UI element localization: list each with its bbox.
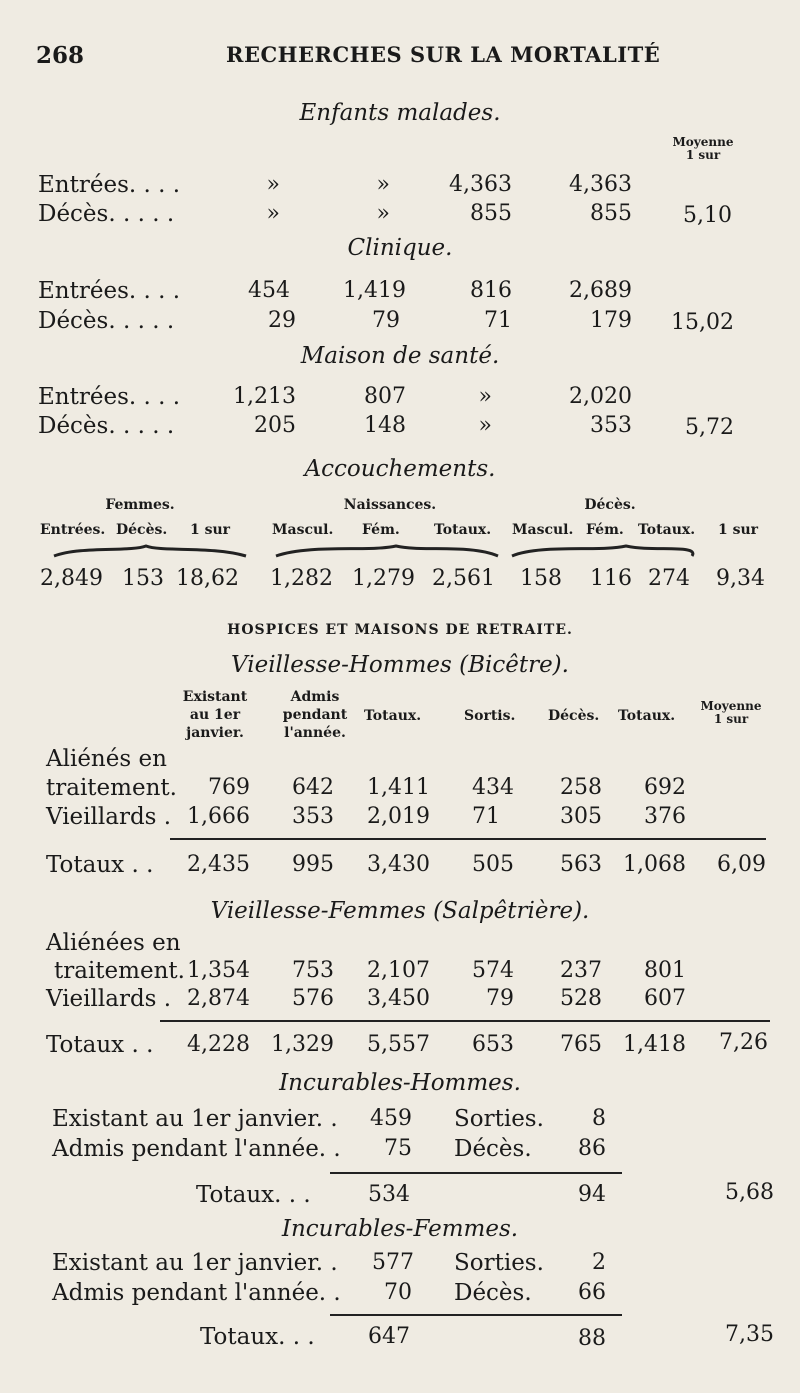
- group-label: Décès.: [584, 497, 636, 513]
- cell: 434: [472, 775, 514, 800]
- cell: 274: [648, 566, 690, 591]
- cell: 2,874: [187, 986, 250, 1011]
- cell: 70: [384, 1280, 412, 1305]
- cell: »: [478, 384, 492, 409]
- section-title-clinique: Clinique.: [347, 235, 453, 261]
- subhead: 1 sur: [718, 522, 759, 538]
- cell: 8: [592, 1106, 606, 1131]
- row-label-total: Totaux. . .: [196, 1182, 311, 1208]
- row-label: Sorties.: [454, 1106, 544, 1132]
- cell: 1,419: [343, 278, 406, 303]
- section-title-incurables-hommes: Incurables-Hommes.: [279, 1070, 521, 1096]
- cell: 71: [484, 308, 512, 333]
- section-title-maison: Maison de santé.: [300, 343, 500, 369]
- section-caption-hospices: HOSPICES ET MAISONS DE RETRAITE.: [227, 622, 573, 638]
- cell-average: 7,26: [719, 1030, 768, 1055]
- cell: 855: [470, 201, 512, 226]
- cell: 653: [472, 1032, 514, 1057]
- row-label: Vieillards .: [46, 804, 172, 830]
- row-label: Aliénées en: [46, 930, 181, 956]
- colhead-totaux2: Totaux.: [618, 708, 676, 724]
- cell: 116: [590, 566, 632, 591]
- section-title-enfants: Enfants malades.: [299, 100, 501, 126]
- section-title-vieillesse-hommes: Vieillesse-Hommes (Bicêtre).: [231, 652, 569, 678]
- total-rule: [330, 1172, 622, 1174]
- cell: 4,363: [449, 172, 512, 197]
- cell: 642: [292, 775, 334, 800]
- cell: 179: [590, 308, 632, 333]
- cell: 816: [470, 278, 512, 303]
- row-label: Décès. . . . .: [38, 201, 175, 227]
- cell-average: 15,02: [671, 310, 734, 335]
- cell: 801: [644, 958, 686, 983]
- row-label: Entrées. . . .: [38, 278, 181, 304]
- cell: 454: [248, 278, 290, 303]
- row-label: Admis pendant l'année. .: [52, 1280, 341, 1306]
- cell: 353: [292, 804, 334, 829]
- cell: »: [266, 172, 280, 197]
- subhead: Mascul.: [272, 522, 334, 538]
- cell: 376: [644, 804, 686, 829]
- cell: 607: [644, 986, 686, 1011]
- cell-average: 5,72: [685, 415, 734, 440]
- cell: 534: [368, 1182, 410, 1207]
- cell: 29: [268, 308, 296, 333]
- cell: »: [478, 413, 492, 438]
- colhead-admis: Admis pendant l'année.: [282, 689, 348, 741]
- cell: 258: [560, 775, 602, 800]
- row-label: Aliénés en: [46, 746, 167, 772]
- total-rule: [160, 1020, 770, 1022]
- cell: 2: [592, 1250, 606, 1275]
- row-label: Existant au 1er janvier. .: [52, 1106, 338, 1132]
- cell: 205: [254, 413, 296, 438]
- cell: 94: [578, 1182, 606, 1207]
- cell: 79: [372, 308, 400, 333]
- row-label: traitement.: [54, 958, 185, 984]
- cell: 3,450: [367, 986, 430, 1011]
- cell: »: [376, 172, 390, 197]
- cell: 88: [578, 1326, 606, 1351]
- cell: 71: [472, 804, 500, 829]
- row-label: traitement.: [46, 775, 177, 801]
- cell: 1,213: [233, 384, 296, 409]
- cell: 2,020: [569, 384, 632, 409]
- cell: 3,430: [367, 852, 430, 877]
- cell: 2,849: [40, 566, 103, 591]
- moyenne-header: Moyenne 1 sur: [672, 135, 734, 162]
- row-label: Décès.: [454, 1136, 532, 1162]
- subhead: Mascul.: [512, 522, 574, 538]
- cell: 807: [364, 384, 406, 409]
- subhead: Décès.: [116, 522, 168, 538]
- cell: 692: [644, 775, 686, 800]
- cell: 647: [368, 1324, 410, 1349]
- cell: 577: [372, 1250, 414, 1275]
- cell: 158: [520, 566, 562, 591]
- subhead: 1 sur: [190, 522, 231, 538]
- row-label: Sorties.: [454, 1250, 544, 1276]
- colhead-deces: Décès.: [548, 708, 600, 724]
- cell-average: 5,68: [725, 1180, 774, 1205]
- row-label: Décès.: [454, 1280, 532, 1306]
- subhead: Totaux.: [434, 522, 492, 538]
- row-label: Décès. . . . .: [38, 413, 175, 439]
- cell: 2,019: [367, 804, 430, 829]
- section-title-vieillesse-femmes: Vieillesse-Femmes (Salpêtrière).: [210, 898, 590, 924]
- cell: 1,418: [623, 1032, 686, 1057]
- cell: 1,411: [367, 775, 430, 800]
- cell: 528: [560, 986, 602, 1011]
- cell: 66: [578, 1280, 606, 1305]
- cell: 2,689: [569, 278, 632, 303]
- cell: 9,34: [716, 566, 765, 591]
- cell: 75: [384, 1136, 412, 1161]
- total-rule: [330, 1314, 622, 1316]
- cell: 505: [472, 852, 514, 877]
- cell: 153: [122, 566, 164, 591]
- group-label: Femmes.: [105, 497, 175, 513]
- cell: »: [266, 201, 280, 226]
- cell: 79: [486, 986, 514, 1011]
- cell: 1,282: [270, 566, 333, 591]
- row-label: Entrées. . . .: [38, 172, 181, 198]
- cell-average: 6,09: [717, 852, 766, 877]
- subhead: Fém.: [586, 522, 624, 538]
- cell: 459: [370, 1106, 412, 1131]
- row-label-total: Totaux. . .: [200, 1324, 315, 1350]
- cell: 1,279: [352, 566, 415, 591]
- row-label: Décès. . . . .: [38, 308, 175, 334]
- cell: 4,363: [569, 172, 632, 197]
- cell: 237: [560, 958, 602, 983]
- cell: 1,329: [271, 1032, 334, 1057]
- cell: 2,107: [367, 958, 430, 983]
- section-title-incurables-femmes: Incurables-Femmes.: [281, 1216, 519, 1242]
- row-label: Entrées. . . .: [38, 384, 181, 410]
- cell: 1,068: [623, 852, 686, 877]
- cell: 574: [472, 958, 514, 983]
- colhead-moyenne: Moyenne 1 sur: [700, 699, 762, 726]
- cell: 2,435: [187, 852, 250, 877]
- cell: 1,666: [187, 804, 250, 829]
- subhead: Entrées.: [40, 522, 106, 538]
- cell: 148: [364, 413, 406, 438]
- cell: 765: [560, 1032, 602, 1057]
- cell: 769: [208, 775, 250, 800]
- row-label-total: Totaux . .: [46, 1032, 154, 1058]
- cell: 5,557: [367, 1032, 430, 1057]
- cell: 18,62: [176, 566, 239, 591]
- cell: 4,228: [187, 1032, 250, 1057]
- cell: 2,561: [432, 566, 495, 591]
- colhead-sortis: Sortis.: [464, 708, 516, 724]
- cell: 995: [292, 852, 334, 877]
- row-label-total: Totaux . .: [46, 852, 154, 878]
- row-label: Vieillards .: [46, 986, 172, 1012]
- total-rule: [170, 838, 766, 840]
- cell: 563: [560, 852, 602, 877]
- colhead-existant: Existant au 1er janvier.: [182, 689, 248, 741]
- cell: 86: [578, 1136, 606, 1161]
- cell: 576: [292, 986, 334, 1011]
- row-label: Admis pendant l'année. .: [52, 1136, 341, 1162]
- subhead: Totaux.: [638, 522, 696, 538]
- running-title: RECHERCHES SUR LA MORTALITÉ: [226, 42, 661, 67]
- section-title-accouchements: Accouchements.: [304, 456, 496, 482]
- cell-average: 7,35: [725, 1322, 774, 1347]
- page-number: 268: [36, 42, 85, 69]
- cell: 353: [590, 413, 632, 438]
- group-label: Naissances.: [343, 497, 437, 513]
- colhead-totaux: Totaux.: [364, 708, 422, 724]
- cell: 855: [590, 201, 632, 226]
- brace-marks: [40, 542, 760, 562]
- row-label: Existant au 1er janvier. .: [52, 1250, 338, 1276]
- cell: 1,354: [187, 958, 250, 983]
- cell-average: 5,10: [683, 203, 732, 228]
- subhead: Fém.: [362, 522, 400, 538]
- cell: 753: [292, 958, 334, 983]
- cell: »: [376, 201, 390, 226]
- cell: 305: [560, 804, 602, 829]
